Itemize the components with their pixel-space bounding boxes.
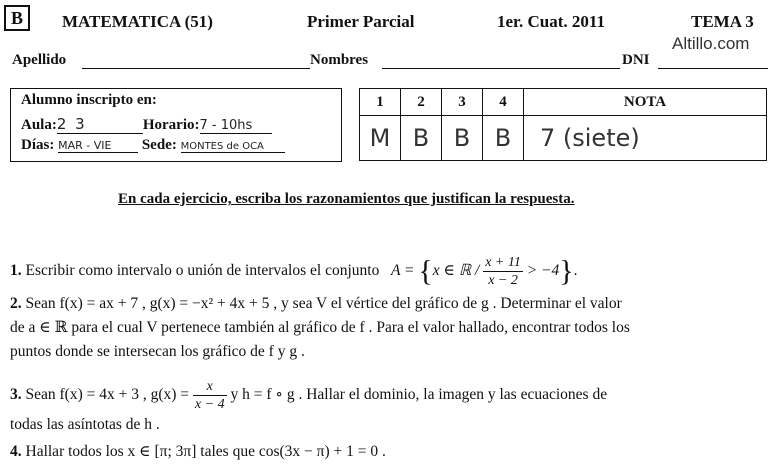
exercise-2-number: 2.	[10, 295, 22, 312]
grade-header-2: 2	[401, 89, 442, 116]
dias-label: Días:	[21, 137, 55, 153]
exercise-2	[10, 292, 775, 364]
dni-field[interactable]	[658, 52, 768, 69]
exercise-4-number: 4.	[10, 443, 22, 460]
exercise-3-part-1: Sean f(x) = 4x + 3 , g(x) =	[25, 386, 193, 404]
apellido-label: Apellido	[12, 52, 67, 68]
horario-value: 7 - 10hs	[200, 118, 272, 134]
nombres-field[interactable]	[382, 52, 620, 69]
exercise-2-line-3: puntos donde se intersecan los gráfico de f y g .	[10, 343, 305, 360]
enrollment-title: Alumno inscripto en:	[21, 92, 157, 108]
grade-value-nota: 7 (siete)	[524, 116, 767, 161]
exercise-3-line-2: todas las asíntotas de h .	[10, 416, 160, 433]
aula-label: Aula:	[21, 117, 57, 133]
subject-title: MATEMATICA (51)	[62, 12, 213, 31]
grade-value-4: B	[483, 116, 524, 161]
left-brace: {	[418, 254, 433, 288]
exercise-3-number: 3.	[10, 386, 22, 404]
dias-value: MAR - VIE	[58, 139, 138, 153]
grades-value-row	[360, 116, 767, 161]
aula-value: 2 3	[57, 115, 143, 134]
dni-label: DNI	[622, 52, 650, 68]
exercise-1-end: .	[573, 262, 578, 280]
exercise-2-text-1: Sean f(x) = ax + 7 , g(x) = −x² + 4x + 5 , y sea V el vértice del gráfico de g . Determinar el valor	[25, 295, 622, 312]
exercise-3-line-1	[10, 378, 775, 413]
exercise-3-part-2: y h = f ∘ g . Hallar el dominio, la imagen y las ecuaciones de	[226, 386, 608, 404]
exercise-1	[10, 254, 775, 289]
exercise-1-inequality: > −4	[526, 262, 560, 280]
grade-value-3: B	[442, 116, 483, 161]
grade-header-4: 4	[483, 89, 524, 116]
right-brace: }	[559, 254, 574, 288]
watermark: Altillo.com	[672, 34, 750, 53]
sede-value: MONTES de OCA	[181, 141, 285, 153]
term-label: 1er. Cuat. 2011	[497, 12, 605, 31]
nombres-label: Nombres	[310, 52, 369, 68]
grades-header-row	[360, 89, 767, 116]
sede-label: Sede:	[141, 137, 177, 153]
grades-table	[359, 88, 767, 161]
version-box: B	[4, 5, 30, 31]
exercise-4-text: Hallar todos los x ∈ [π; 3π] tales que cos(3x − π) + 1 = 0 .	[25, 443, 386, 460]
apellido-field[interactable]	[82, 52, 310, 69]
exercise-4	[10, 440, 775, 464]
exercise-3-fraction	[193, 378, 227, 413]
grade-value-2: B	[401, 116, 442, 161]
enrollment-box	[10, 88, 342, 162]
exercise-1-text: Escribir como intervalo o unión de intervalos el conjunto	[25, 262, 380, 280]
dias-sede-line	[21, 137, 285, 154]
exercise-2-line-2: de a ∈ ℝ para el cual V pertenece también al gráfico de f . Para el valor hallado, encontrar todos los	[10, 319, 630, 336]
exercise-1-set-elem: x ∈ ℝ /	[432, 262, 484, 280]
grade-header-3: 3	[442, 89, 483, 116]
exercise-1-set-lhs: A =	[390, 262, 419, 280]
exercise-1-fraction	[483, 254, 523, 289]
grade-header-nota: NOTA	[524, 89, 767, 116]
fraction-numerator: x	[193, 378, 227, 396]
exercise-2-line-1	[10, 292, 775, 316]
grade-value-1: M	[360, 116, 401, 161]
horario-label: Horario:	[142, 117, 200, 133]
exercise-1-number: 1.	[10, 262, 22, 280]
grade-header-1: 1	[360, 89, 401, 116]
aula-horario-line	[21, 115, 272, 134]
tema-label: TEMA 3	[691, 12, 754, 31]
fraction-denominator: x − 2	[488, 273, 518, 288]
fraction-denominator: x − 4	[194, 397, 225, 412]
exercise-3	[10, 378, 775, 437]
fraction-numerator: x + 11	[485, 255, 521, 270]
instructions: En cada ejercicio, escriba los razonamientos que justifican la respuesta.	[118, 191, 575, 207]
exam-title: Primer Parcial	[307, 12, 415, 31]
